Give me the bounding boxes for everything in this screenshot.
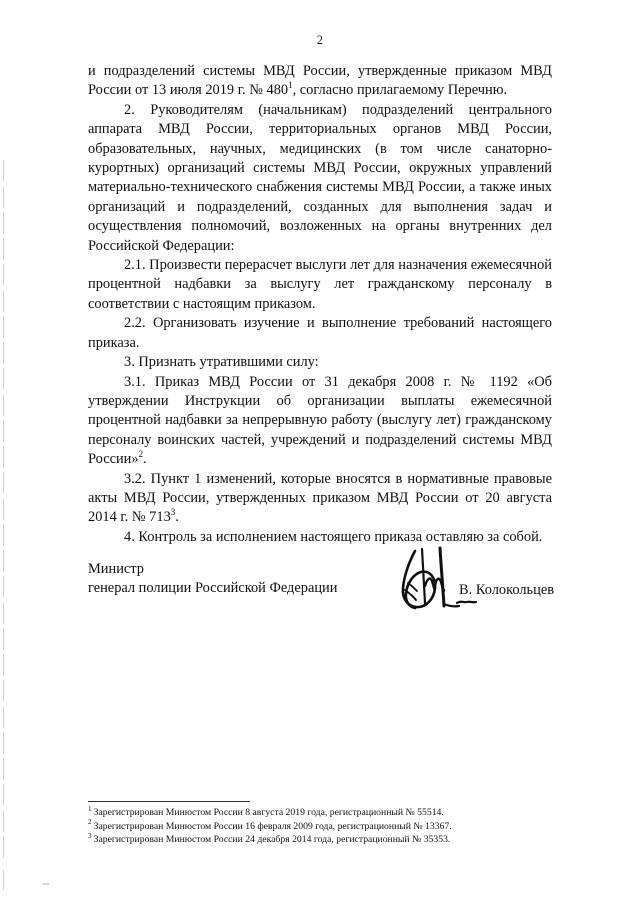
footnote-reference: 2 — [138, 449, 144, 460]
footnote-reference: 3 — [170, 507, 176, 518]
scan-artifact-left-edge-lower — [3, 870, 4, 890]
footnote-reference: 1 — [288, 80, 293, 91]
signer-title — [88, 560, 337, 599]
para-3-2: 3.2. Пункт 1 изменений, которые вносятся в нормативные правовые акты МВД России, утвержденных приказом МВД России от 20 августа 2014 г. № $713^3$. — [88, 470, 552, 526]
footnote-separator-rule — [88, 801, 250, 802]
para-2: 2. Руководителям (начальникам) подразделений центрального аппарата МВД России, территориальных органов МВД России, образовательных, научных, медицинских (в том числе санаторно-курортных) организаций системы МВД России, окружных управлений материально-технического снабжения системы МВД России, а также иных организаций и подразделений, созданных для выполнения задач и осуществления полномочий, возложенных на органы внутренних дел Российской Федерации: — [88, 101, 552, 254]
signature-block — [88, 560, 554, 630]
footnote-text: Зарегистрирован Минюстом России 8 августа 2019 года, регистрационный № 55514. — [93, 807, 444, 818]
para-3-1: 3.1. Приказ МВД России от 31 декабря 2008 г. № 1192 «Об утверждении Инструкции об организации выплаты ежемесячной процентной надбавки за непрерывную работу (выслугу лет) гражданскому персоналу воинских частей, учреждений и подразделений системы МВД России»$^2$. — [88, 373, 552, 468]
footnote-text: Зарегистрирован Минюстом России 16 февраля 2009 года, регистрационный № 13367. — [93, 820, 452, 832]
para-continuation: и подразделений системы МВД России, утвержденные приказом МВД России от 13 июля 2019 г. № $480^1$, согласно прилагаемому Перечню. — [88, 63, 552, 99]
footnote-text: Зарегистрирован Минюстом России 24 декабря 2014 года, регистрационный № 35353. — [93, 834, 451, 846]
footnote-marker: 3 — [88, 831, 92, 840]
para-2-1: 2.1. Произвести перерасчет выслуги лет для назначения ежемесячной процентной надбавки за выслугу лет гражданскому персоналу в соответствии с настоящим приказом. — [88, 257, 553, 312]
footnote-marker: 1 — [88, 804, 92, 813]
signer-title-line-2: генерал полиции Российской Федерации — [88, 580, 338, 597]
scan-artifact-left-edge — [3, 160, 4, 860]
page-number: 2 — [316, 33, 324, 47]
footnote-list — [88, 806, 558, 847]
footnote-item — [88, 820, 558, 834]
document-body — [88, 62, 552, 547]
signer-title-line-1: Министр — [88, 561, 144, 577]
footnote-item — [88, 806, 558, 820]
para-2-2: 2.2. Организовать изучение и выполнение требований настоящего приказа. — [88, 315, 552, 351]
footnote-area — [88, 801, 558, 847]
scan-artifact-speck — [43, 883, 49, 885]
para-4: 4. Контроль за исполнением настоящего приказа оставляю за собой. — [124, 528, 543, 545]
footnote-item — [88, 833, 558, 847]
signer-name: В. Колокольцев — [459, 582, 554, 598]
footnote-marker: 2 — [88, 818, 92, 827]
para-3: 3. Признать утратившими силу: — [124, 354, 319, 371]
